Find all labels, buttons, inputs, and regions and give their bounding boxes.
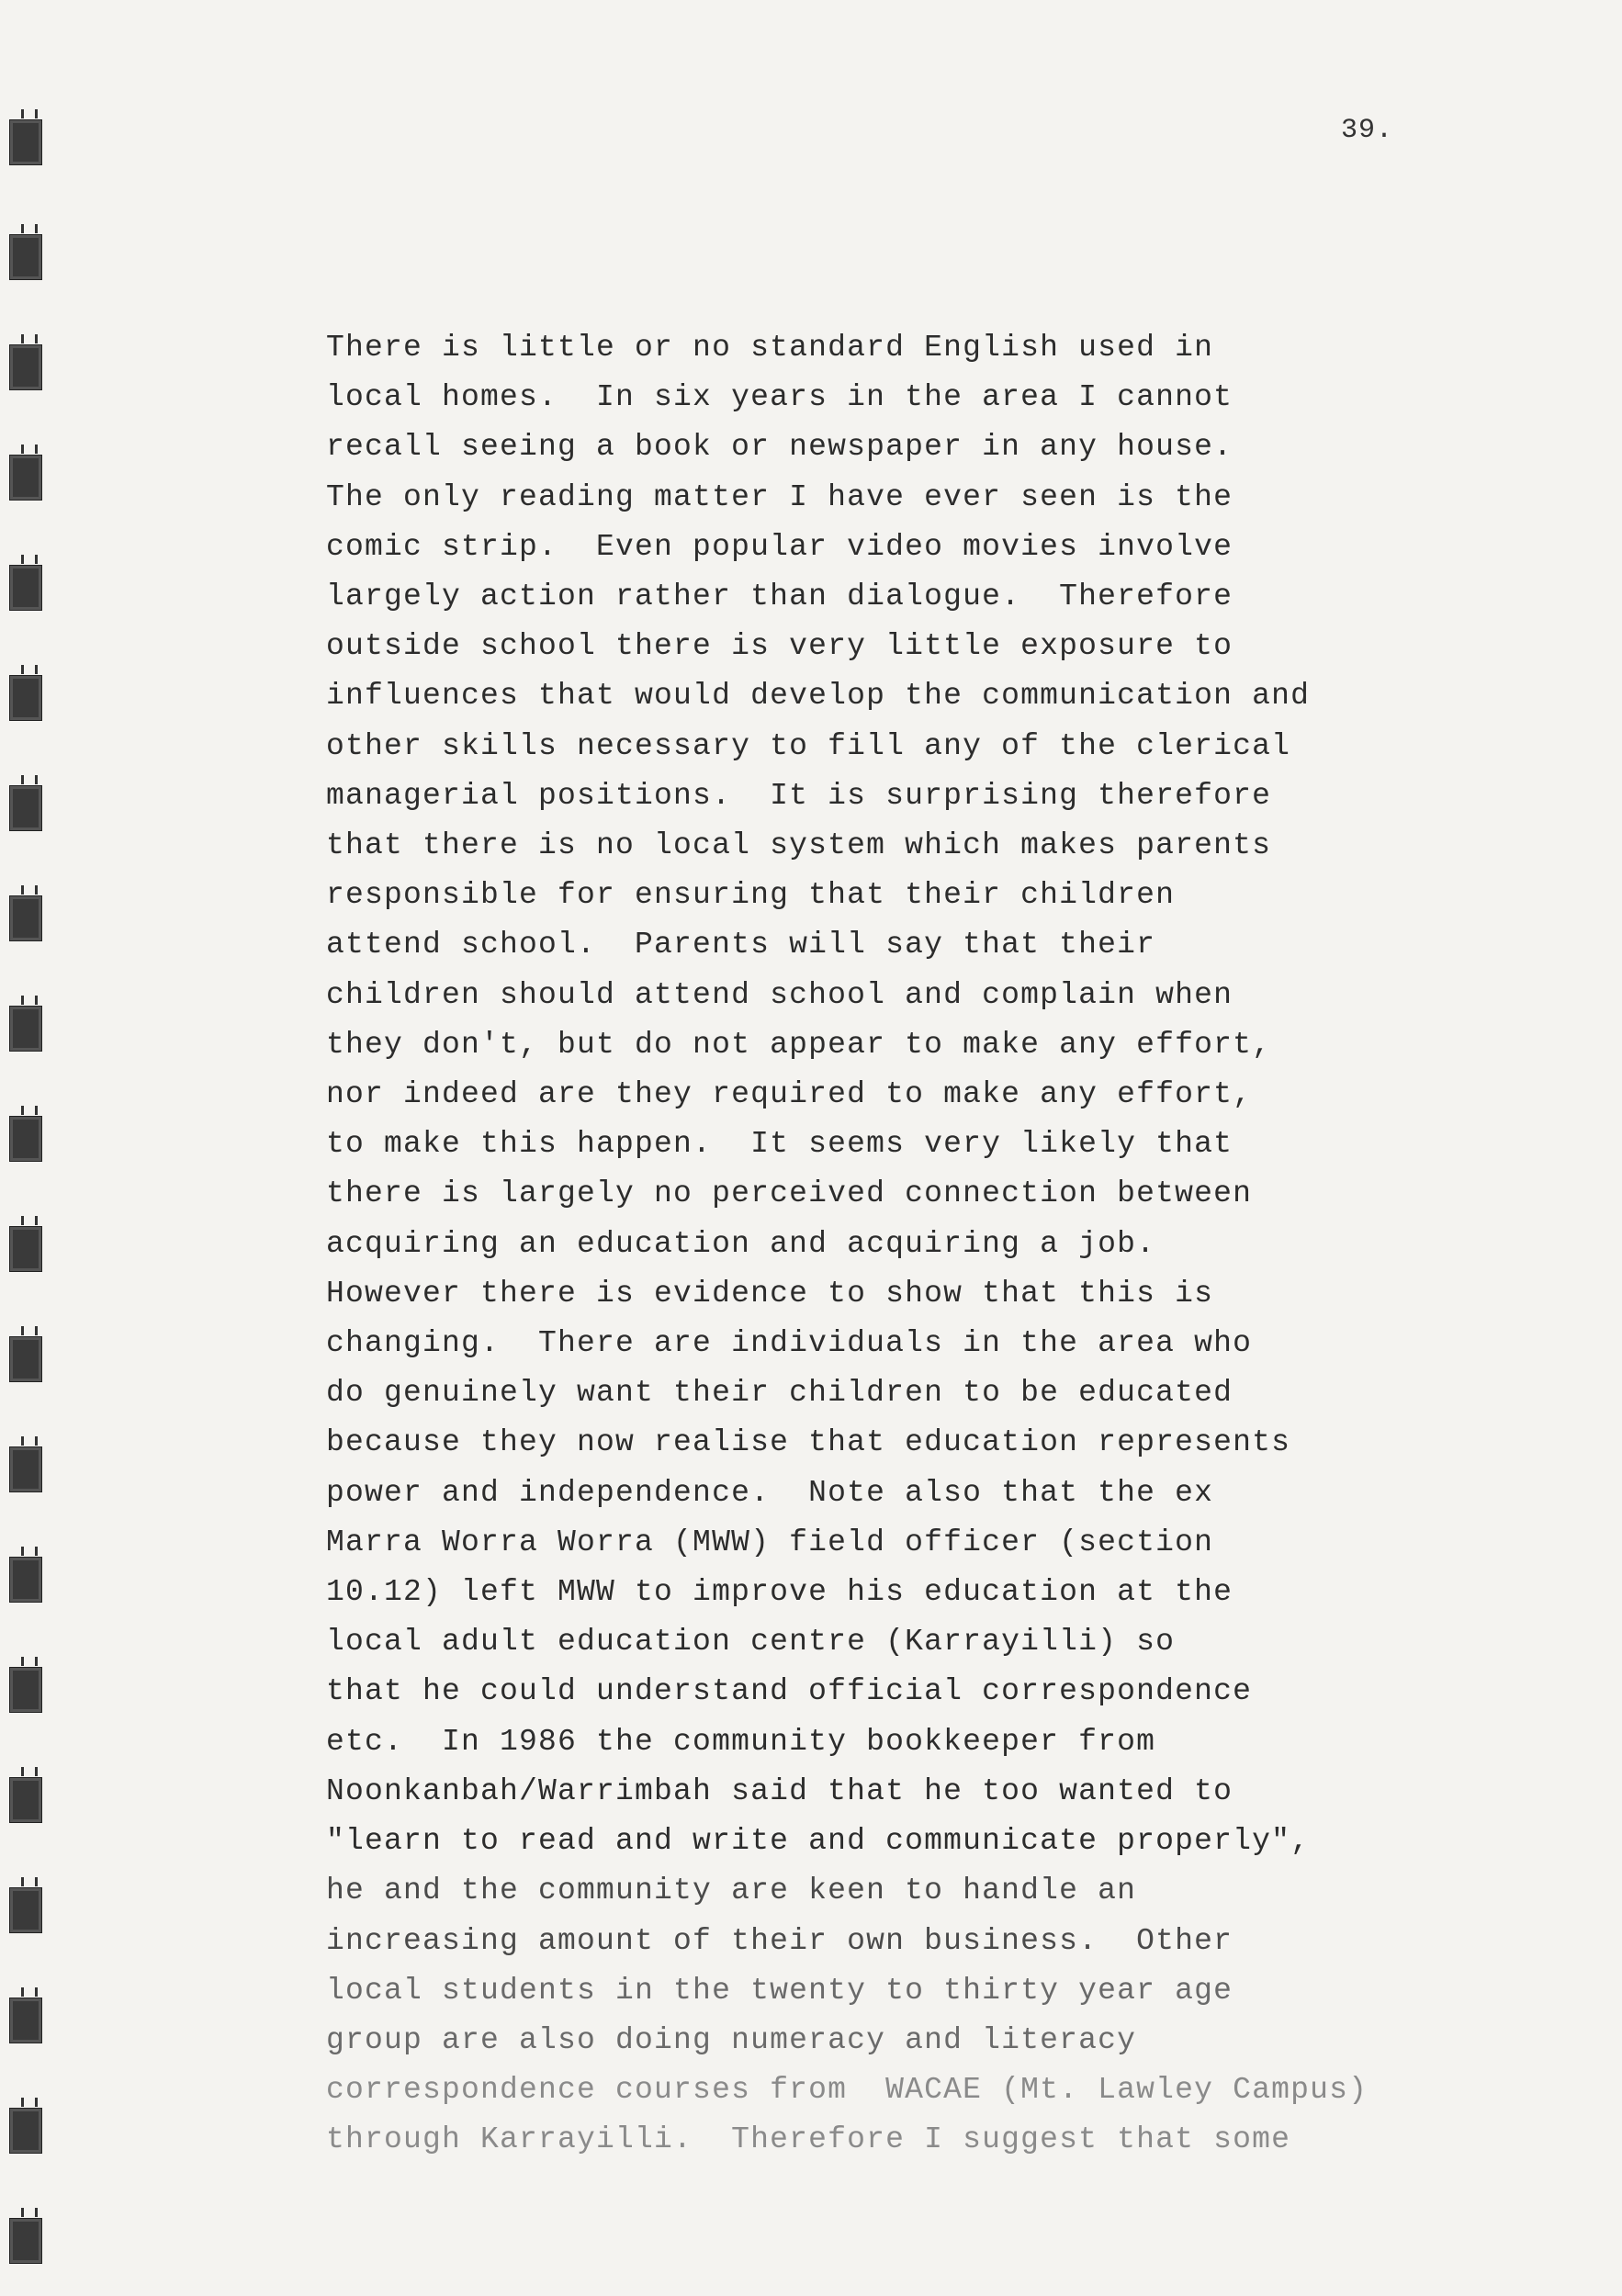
page-number: 39.: [1341, 115, 1394, 146]
text-line: etc. In 1986 the community bookkeeper from: [326, 1724, 1156, 1759]
text-line: group are also doing numeracy and literacy: [326, 2022, 1137, 2057]
text-line: because they now realise that education represents: [326, 1425, 1291, 1460]
text-line: managerial positions. It is surprising therefore: [326, 778, 1272, 813]
text-line: There is little or no standard English used in: [326, 331, 1214, 365]
text-line: power and independence. Note also that the ex: [326, 1475, 1214, 1510]
text-line: he and the community are keen to handle an: [326, 1874, 1137, 1908]
text-line: acquiring an education and acquiring a job.: [326, 1226, 1156, 1261]
text-line: do genuinely want their children to be educated: [326, 1376, 1233, 1411]
binding-hole: [9, 455, 42, 501]
binding-hole: [9, 234, 42, 280]
text-line: comic strip. Even popular video movies involve: [326, 529, 1233, 564]
text-line: they don't, but do not appear to make any effort,: [326, 1027, 1272, 1062]
text-line: children should attend school and complain when: [326, 977, 1233, 1012]
text-line: responsible for ensuring that their children: [326, 878, 1176, 913]
binding-hole: [9, 119, 42, 165]
text-line: However there is evidence to show that this is: [326, 1276, 1214, 1311]
binding-hole: [9, 1006, 42, 1052]
text-line: nor indeed are they required to make any effort,: [326, 1077, 1253, 1112]
text-line: there is largely no perceived connection between: [326, 1176, 1253, 1211]
text-line: other skills necessary to fill any of the clerical: [326, 728, 1291, 763]
binding-hole: [9, 344, 42, 390]
text-line: attend school. Parents will say that their: [326, 928, 1156, 962]
binding-hole: [9, 1777, 42, 1823]
text-line: to make this happen. It seems very likely that: [326, 1127, 1233, 1162]
binding-hole: [9, 785, 42, 831]
binding-hole: [9, 565, 42, 611]
text-line: increasing amount of their own business. Other: [326, 1923, 1233, 1958]
text-line: local homes. In six years in the area I cannot: [326, 380, 1233, 415]
text-line: The only reading matter I have ever seen is the: [326, 479, 1233, 514]
text-line: recall seeing a book or newspaper in any house.: [326, 430, 1233, 465]
binding-hole: [9, 1116, 42, 1162]
text-line: correspondence courses from WACAE (Mt. Lawley Campus): [326, 2073, 1369, 2108]
binding-holes: [7, 110, 44, 2287]
binding-hole: [9, 1667, 42, 1713]
binding-hole: [9, 675, 42, 721]
text-line: 10.12) left MWW to improve his education at the: [326, 1575, 1233, 1610]
text-line: through Karrayilli. Therefore I suggest that some: [326, 2122, 1291, 2157]
text-line: outside school there is very little exposure to: [326, 629, 1233, 664]
binding-hole: [9, 1336, 42, 1382]
text-line: that there is no local system which makes parents: [326, 828, 1272, 863]
binding-hole: [9, 2218, 42, 2264]
binding-hole: [9, 2108, 42, 2154]
binding-hole: [9, 1446, 42, 1492]
binding-hole: [9, 1998, 42, 2043]
binding-hole: [9, 1226, 42, 1272]
binding-hole: [9, 895, 42, 941]
binding-hole: [9, 1887, 42, 1933]
text-line: Marra Worra Worra (MWW) field officer (section: [326, 1525, 1214, 1559]
text-line: that he could understand official correspondence: [326, 1674, 1253, 1709]
body-paragraph: [326, 323, 1474, 2166]
binding-hole: [9, 1557, 42, 1603]
text-line: changing. There are individuals in the area who: [326, 1326, 1253, 1361]
text-line: "learn to read and write and communicate properly",: [326, 1824, 1311, 1859]
text-line: local students in the twenty to thirty year age: [326, 1973, 1233, 2008]
text-line: largely action rather than dialogue. Therefore: [326, 580, 1233, 614]
text-line: Noonkanbah/Warrimbah said that he too wanted to: [326, 1773, 1233, 1808]
text-line: influences that would develop the communication and: [326, 679, 1311, 714]
text-line: local adult education centre (Karrayilli) so: [326, 1625, 1176, 1660]
